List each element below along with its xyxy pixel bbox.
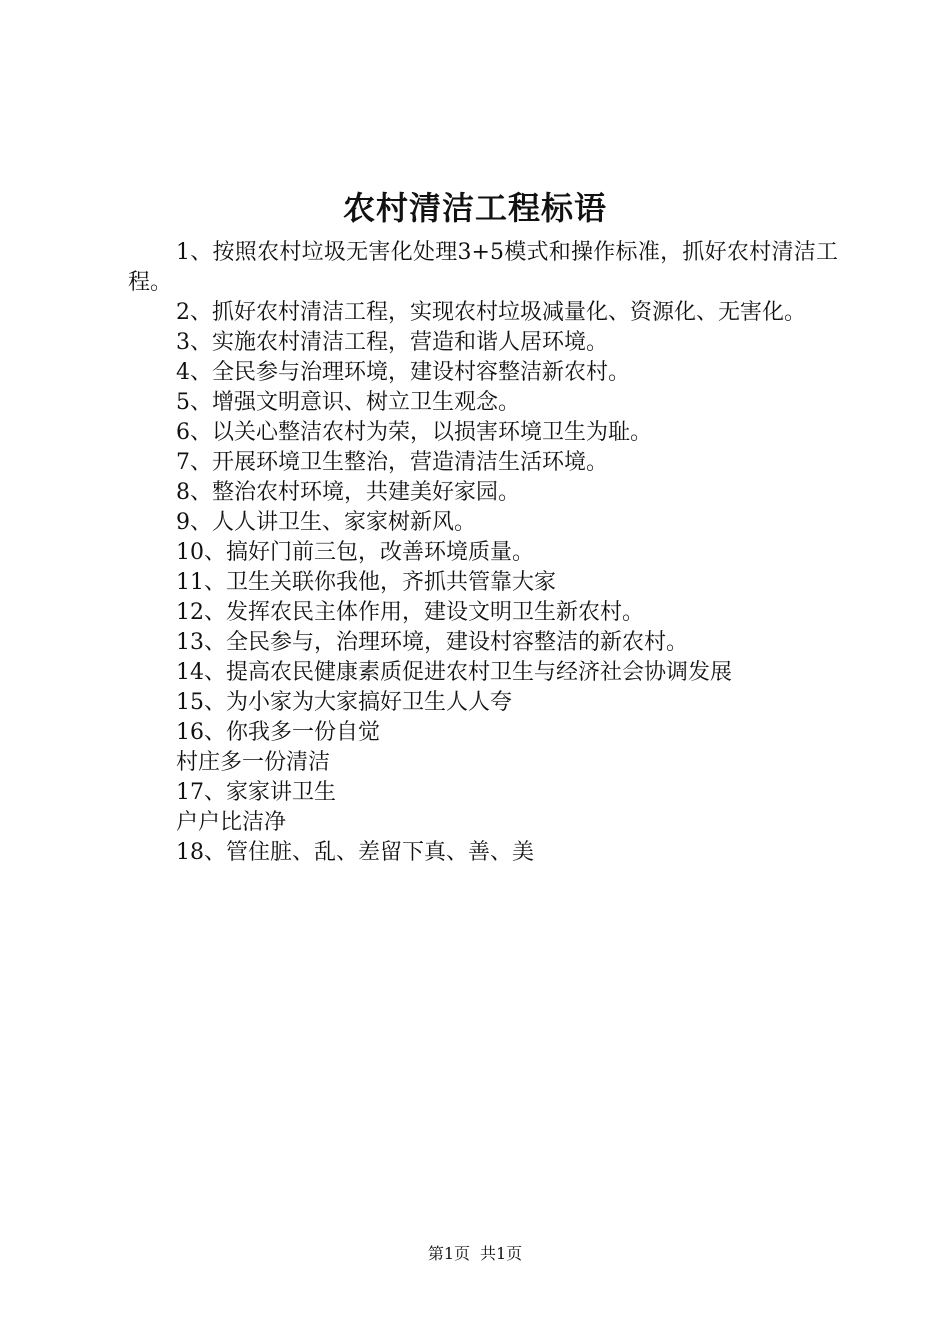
slogan-item-1: 1、按照农村垃圾无害化处理3+5模式和操作标准，抓好农村清洁工程。: [128, 240, 838, 295]
slogan-item-16: 16、你我多一份自觉: [176, 720, 380, 745]
slogan-item-16-cont: 村庄多一份清洁: [176, 750, 331, 775]
document-title: 农村清洁工程标语: [342, 189, 607, 227]
slogan-item-5: 5、增强文明意识、树立卫生观念。: [176, 390, 520, 415]
slogan-list: [128, 238, 838, 868]
slogan-item-2: 2、抓好农村清洁工程，实现农村垃圾减量化、资源化、无害化。: [176, 300, 806, 325]
page-number: 第1页: [427, 1244, 470, 1263]
slogan-item-9: 9、人人讲卫生、家家树新风。: [176, 510, 476, 535]
slogan-item-14: 14、提高农民健康素质促进农村卫生与经济社会协调发展: [176, 660, 732, 685]
slogan-item-17-cont: 户户比洁净: [176, 810, 287, 835]
slogan-item-17: 17、家家讲卫生: [176, 780, 336, 805]
slogan-item-10: 10、搞好门前三包，改善环境质量。: [176, 540, 534, 565]
slogan-item-8: 8、整治农村环境，共建美好家园。: [176, 480, 520, 505]
slogan-item-15: 15、为小家为大家搞好卫生人人夸: [176, 690, 512, 715]
slogan-item-18: 18、管住脏、乱、差留下真、善、美: [176, 840, 534, 865]
page-total: 共1页: [480, 1244, 523, 1263]
page-footer: [0, 1242, 950, 1266]
slogan-item-11: 11、卫生关联你我他，齐抓共管靠大家: [176, 570, 556, 595]
slogan-item-3: 3、实施农村清洁工程，营造和谐人居环境。: [176, 330, 608, 355]
slogan-item-7: 7、开展环境卫生整治，营造清洁生活环境。: [176, 450, 608, 475]
slogan-item-12: 12、发挥农民主体作用，建设文明卫生新农村。: [176, 600, 644, 625]
slogan-item-6: 6、以关心整洁农村为荣，以损害环境卫生为耻。: [176, 420, 652, 445]
slogan-item-13: 13、全民参与，治理环境，建设村容整洁的新农村。: [176, 630, 688, 655]
slogan-item-4: 4、全民参与治理环境，建设村容整洁新农村。: [176, 360, 630, 385]
